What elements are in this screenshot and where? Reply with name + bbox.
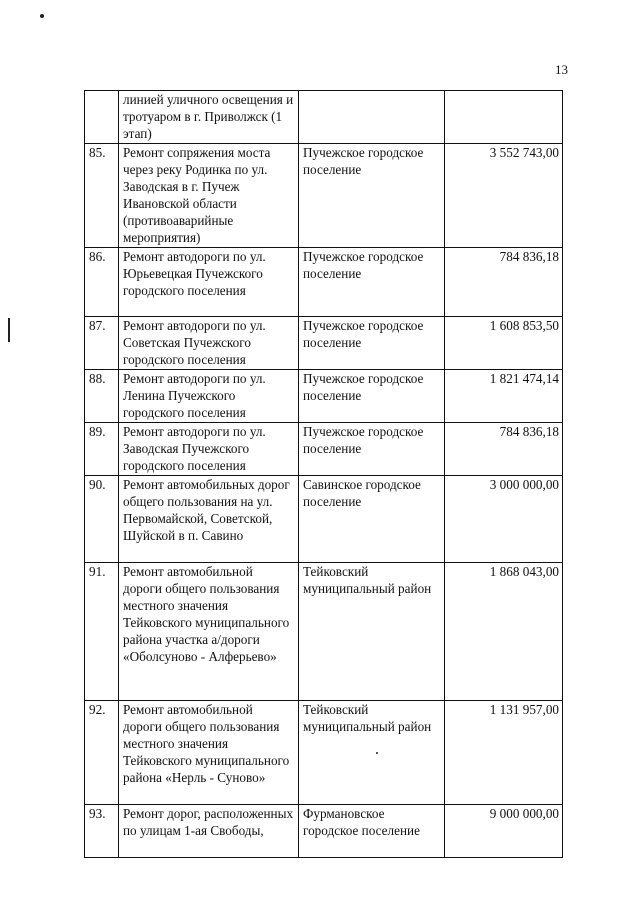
municipality: Пучежское городское поселение: [299, 144, 445, 248]
row-number: 93.: [85, 805, 119, 858]
row-number: 85.: [85, 144, 119, 248]
table-row: [85, 423, 563, 476]
amount: 1 131 957,00: [445, 701, 563, 805]
municipality: Пучежское городское поселение: [299, 248, 445, 317]
object-name: Ремонт автодороги по ул. Заводская Пучежского городского поселения: [119, 423, 299, 476]
table-row: [85, 805, 563, 858]
amount: 784 836,18: [445, 423, 563, 476]
amount: 3 552 743,00: [445, 144, 563, 248]
object-name: Ремонт автодороги по ул. Ленина Пучежского городского поселения: [119, 370, 299, 423]
object-name: Ремонт автодороги по ул. Советская Пучежского городского поселения: [119, 317, 299, 370]
amount: 3 000 000,00: [445, 476, 563, 563]
municipality: Тейковский муниципальный район: [299, 563, 445, 701]
municipality: Фурмановское городское поселение: [299, 805, 445, 858]
objects-table: [84, 90, 563, 858]
table-row: [85, 248, 563, 317]
object-name: Ремонт дорог, расположенных по улицам 1-ая Свободы,: [119, 805, 299, 858]
amount: 9 000 000,00: [445, 805, 563, 858]
row-number: 91.: [85, 563, 119, 701]
municipality: Савинское городское поселение: [299, 476, 445, 563]
scan-speck: [40, 14, 44, 18]
page-number: 13: [555, 62, 568, 77]
amount: 1 868 043,00: [445, 563, 563, 701]
row-number: 88.: [85, 370, 119, 423]
table-row: [85, 701, 563, 805]
row-number: 86.: [85, 248, 119, 317]
row-number: 90.: [85, 476, 119, 563]
object-name: Ремонт автодороги по ул. Юрьевецкая Пучежского городского поселения: [119, 248, 299, 317]
object-name: Ремонт автомобильной дороги общего пользования местного значения Тейковского муниципального района участка а/дороги «Оболсуново - Алферьево»: [119, 563, 299, 701]
municipality: [299, 91, 445, 144]
municipality: Пучежское городское поселение: [299, 317, 445, 370]
row-number: [85, 91, 119, 144]
amount: [445, 91, 563, 144]
table-row: [85, 317, 563, 370]
object-name: Ремонт автомобильных дорог общего пользования на ул. Первомайской, Советской, Шуйской в п. Савино: [119, 476, 299, 563]
municipality: Пучежское городское поселение: [299, 423, 445, 476]
object-name: линией уличного освещения и тротуаром в г. Приволжск (1 этап): [119, 91, 299, 144]
amount: 1 821 474,14: [445, 370, 563, 423]
scan-margin-line: [8, 318, 10, 342]
table-row: [85, 91, 563, 144]
municipality: Тейковский муниципальный район: [299, 701, 445, 805]
municipality: Пучежское городское поселение: [299, 370, 445, 423]
table-row: [85, 370, 563, 423]
table-row: [85, 144, 563, 248]
row-number: 89.: [85, 423, 119, 476]
object-name: Ремонт автомобильной дороги общего пользования местного значения Тейковского муниципального района «Нерль - Суново»: [119, 701, 299, 805]
row-number: 87.: [85, 317, 119, 370]
row-number: 92.: [85, 701, 119, 805]
table-row: [85, 476, 563, 563]
amount: 1 608 853,50: [445, 317, 563, 370]
table-row: [85, 563, 563, 701]
amount: 784 836,18: [445, 248, 563, 317]
object-name: Ремонт сопряжения моста через реку Родинка по ул. Заводская в г. Пучеж Ивановской области (противоаварийные мероприятия): [119, 144, 299, 248]
